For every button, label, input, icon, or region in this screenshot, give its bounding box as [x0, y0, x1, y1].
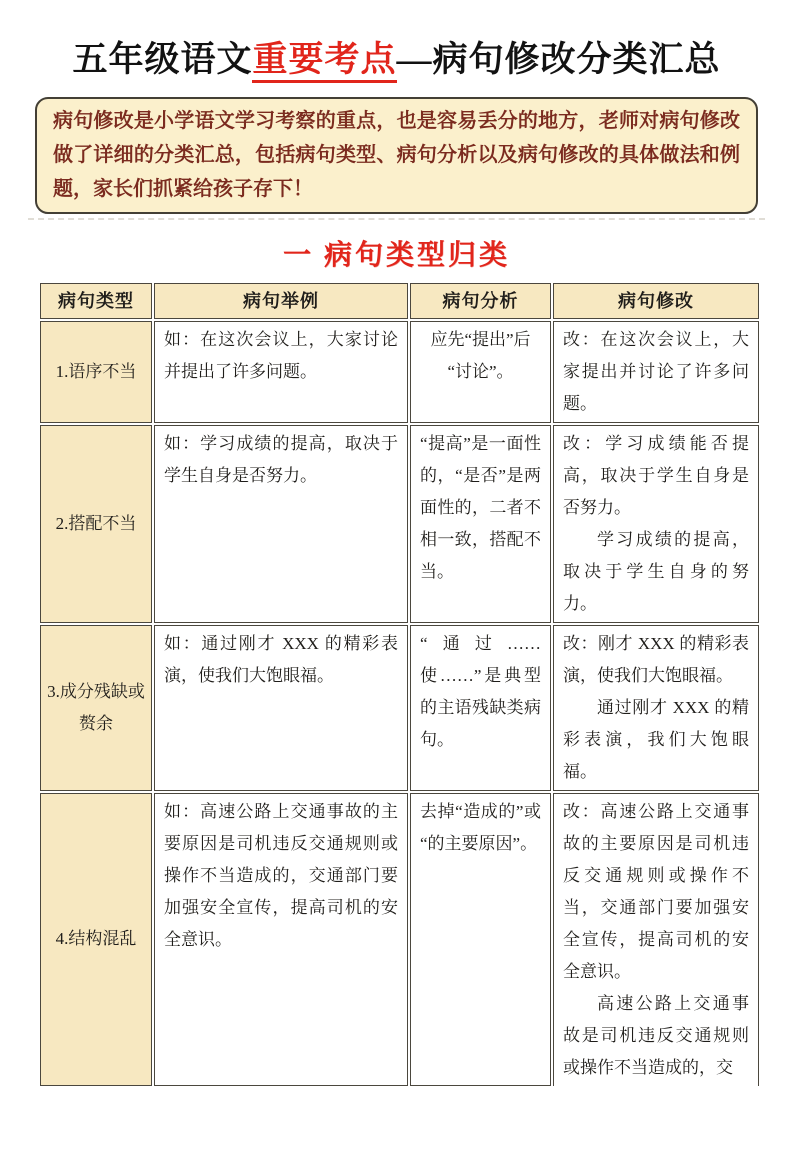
fix-text-alt: 高速公路上交通事故是司机违反交通规则或操作不当造成的，交	[563, 993, 749, 1077]
analysis-text: 去掉“造成的”或“的主要原因”。	[420, 801, 541, 853]
type-cell: 1.语序不当	[40, 321, 152, 423]
table-row-word-order	[40, 321, 759, 423]
example-cell	[154, 625, 408, 791]
intro-box	[35, 97, 758, 214]
example-text: 如：通过刚才 XXX 的精彩表演，使我们大饱眼福。	[164, 633, 398, 685]
type-cell: 3.成分残缺或赘余	[40, 625, 152, 791]
fix-text-alt: 学习成绩的提高，取决于学生自身的努力。	[563, 529, 749, 613]
header-example: 病句举例	[154, 283, 408, 319]
analysis-text: 应先“提出”后“讨论”。	[430, 329, 531, 381]
fix-text: 改：学习成绩能否提高，取决于学生自身是否努力。	[563, 433, 749, 517]
worksheet-page	[0, 38, 793, 1160]
example-cell	[154, 321, 408, 423]
error-types-table	[38, 281, 761, 1088]
title-suffix: —病句修改分类汇总	[396, 40, 721, 79]
intro-divider	[28, 218, 765, 220]
table-row-structure-confusion	[40, 793, 759, 1086]
header-fix: 病句修改	[553, 283, 759, 319]
header-type: 病句类型	[40, 283, 152, 319]
analysis-cell	[410, 321, 551, 423]
example-cell	[154, 425, 408, 623]
page-title	[0, 38, 793, 82]
example-text: 如：在这次会议上，大家讨论并提出了许多问题。	[164, 329, 398, 381]
intro-text: 病句修改是小学语文学习考察的重点，也是容易丢分的地方，老师对病句修改做了详细的分类汇总，包括病句类型、病句分析以及病句修改的具体做法和例题，家长们抓紧给孩子存下！	[53, 109, 740, 200]
type-cell: 4.结构混乱	[40, 793, 152, 1086]
analysis-cell	[410, 625, 551, 791]
title-prefix: 五年级语文	[72, 40, 253, 79]
example-text: 如：学习成绩的提高，取决于学生自身是否努力。	[164, 433, 398, 485]
fix-cell	[553, 625, 759, 791]
analysis-cell	[410, 425, 551, 623]
section-heading: 一 病句类型归类	[282, 239, 510, 271]
analysis-cell	[410, 793, 551, 1086]
title-highlight: 重要考点	[252, 40, 396, 83]
header-analysis: 病句分析	[410, 283, 551, 319]
fix-cell	[553, 321, 759, 423]
example-text: 如：高速公路上交通事故的主要原因是司机违反交通规则或操作不当造成的，交通部门要加强安全宣传，提高司机的安全意识。	[164, 801, 398, 949]
fix-cell	[553, 425, 759, 623]
table-row-collocation	[40, 425, 759, 623]
table-row-missing-redundant	[40, 625, 759, 791]
fix-text: 改：在这次会议上，大家提出并讨论了许多问题。	[563, 329, 749, 413]
table-header-row	[40, 283, 759, 319]
analysis-text: “提高”是一面性的，“是否”是两面性的，二者不相一致，搭配不当。	[420, 433, 541, 581]
fix-text: 改：刚才 XXX 的精彩表演，使我们大饱眼福。	[563, 633, 749, 685]
fix-text: 改：高速公路上交通事故的主要原因是司机违反交通规则或操作不当，交通部门要加强安全宣传，提高司机的安全意识。	[563, 801, 749, 981]
analysis-text: “通过……使……”是典型的主语残缺类病句。	[420, 633, 541, 749]
fix-cell	[553, 793, 759, 1086]
fix-text-alt: 通过刚才 XXX 的精彩表演，我们大饱眼福。	[563, 697, 749, 781]
type-cell: 2.搭配不当	[40, 425, 152, 623]
example-cell	[154, 793, 408, 1086]
